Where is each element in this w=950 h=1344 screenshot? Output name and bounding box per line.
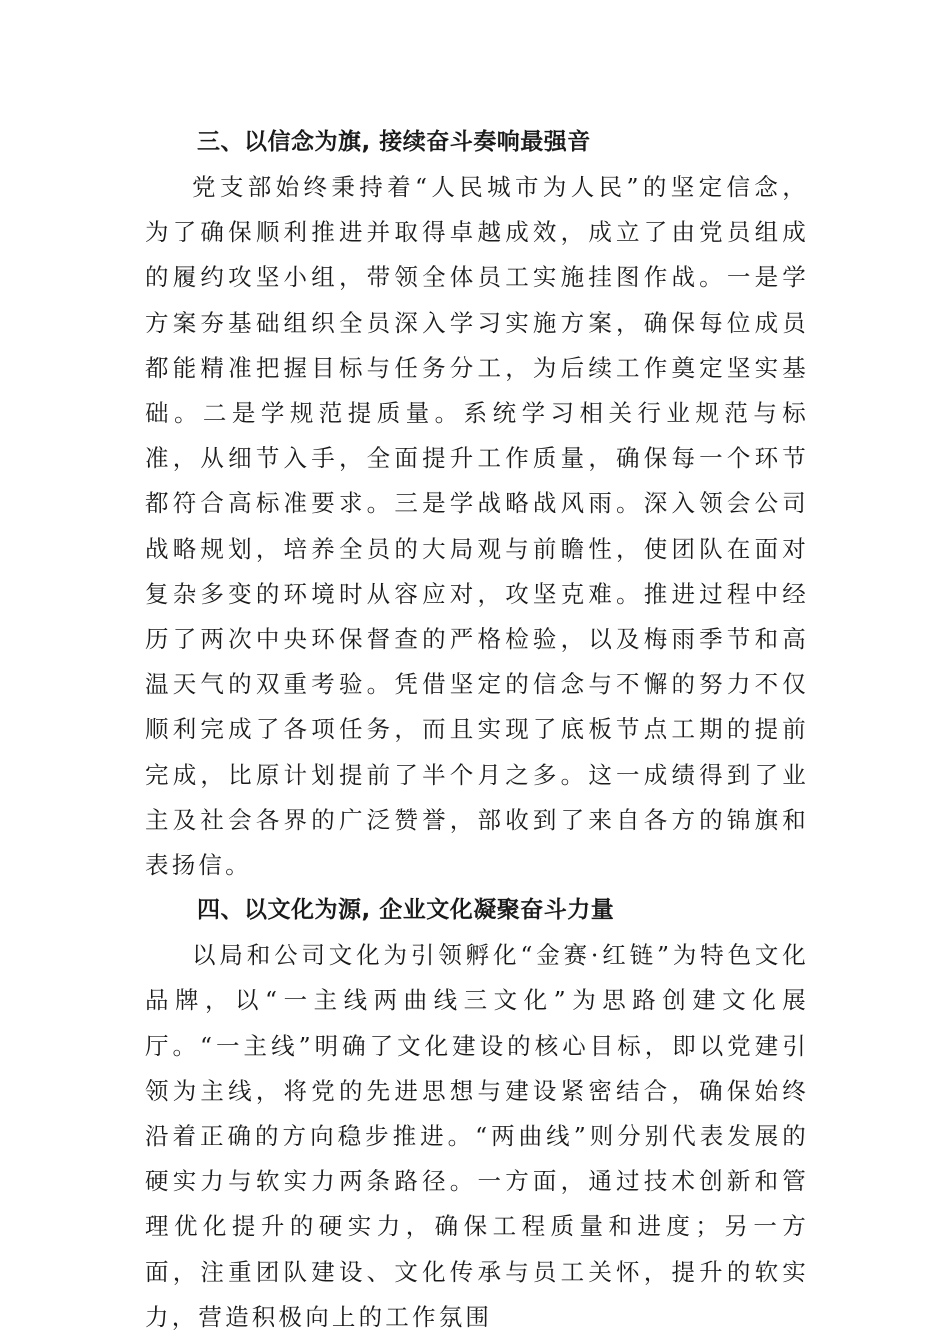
section-paragraph-3: 党支部始终秉持着“人民城市为人民”的坚定信念，为了确保顺利推进并取得卓越成效，成立了由党员组成的履约攻坚小组，带领全体员工实施挂图作战。一是学方案夯基础组织全员深入学习实施方案，确保每位成员都能精准把握目标与任务分工，为后续工作奠定坚实基础。二是学规范提质量。系统学习相关行业规范与标准，从细节入手，全面提升工作质量，确保每一个环节都符合高标准要求。三是学战略战风雨。深入领会公司战略规划，培养全员的大局观与前瞻性，使团队在面对复杂多变的环境时从容应对，攻坚克难。推进过程中经历了两次中央环保督查的严格检验，以及梅雨季节和高温天气的双重考验。凭借坚定的信念与不懈的努力不仅顺利完成了各项任务，而且实现了底板节点工期的提前完成，比原计划提前了半个月之多。这一成绩得到了业主及社会各界的广泛赞誉，部收到了来自各方的锦旗和表扬信。 bbox=[145, 173, 809, 880]
section-paragraph-4: 以局和公司文化为引领孵化“金赛·红链”为特色文化品牌，以“一主线两曲线三文化”为思路创建文化展厅。“一主线”明确了文化建设的核心目标，即以党建引领为主线，将党的先进思想与建设紧密结合，确保始终沿着正确的方向稳步推进。“两曲线”则分别代表发展的硬实力与软实力两条路径。一方面，通过技术创新和管理优化提升的硬实力，确保工程质量和进度；另一方面，注重团队建设、文化传承与员工关怀，提升的软实力，营造积极向上的工作氛围 bbox=[145, 941, 809, 1331]
document-body bbox=[145, 120, 809, 1340]
section-heading-3: 三、以信念为旗, 接续奋斗奏响最强音 bbox=[197, 129, 591, 155]
section-heading-4: 四、以文化为源, 企业文化凝聚奋斗力量 bbox=[197, 897, 615, 924]
